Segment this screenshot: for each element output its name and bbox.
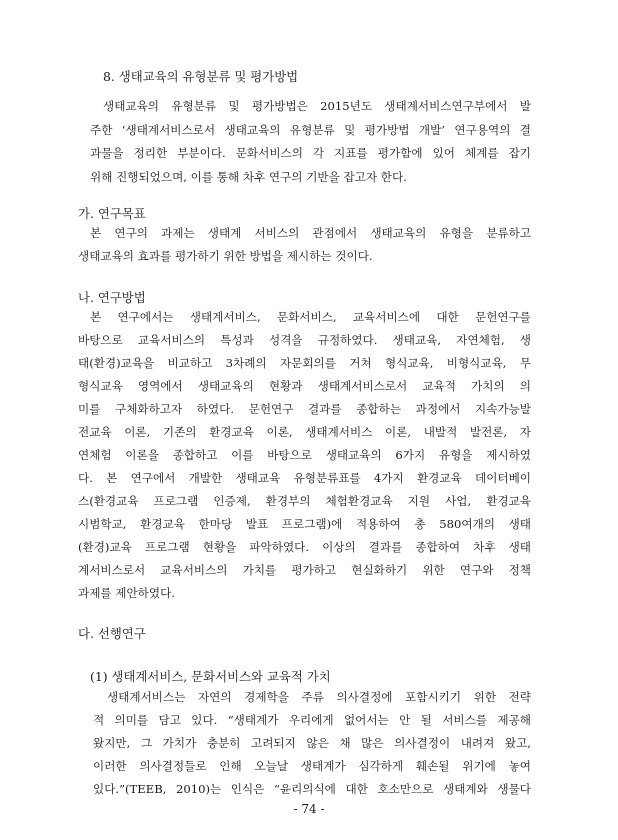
- paragraph-line: 생태교육의 효과를 평가하기 위한 방법을 제시하는 것이다.: [78, 249, 373, 263]
- paragraph-line: 주한 ‘생태계서비스로서 생태교육의 유형분류 및 평가방법 개발’ 연구용역의 결: [90, 123, 531, 137]
- paragraph-line: 연체험 이론을 종합하고 이를 바탕으로 생태교육의 6가지 유형을 제시하였: [78, 448, 531, 462]
- paragraph-line: 과물을 정리한 부분이다. 문화서비스의 각 지표를 평가함에 있어 체계를 잡기: [90, 146, 531, 160]
- paragraph-line: 생태계서비스는 자연의 경제학을 주류 의사결정에 포함시키기 위한 전략: [107, 690, 531, 704]
- paragraph-line: 있다.”(TEEB, 2010)는 인식은 “윤리의식에 대한 호소만으로 생태계와 생물다: [93, 782, 531, 796]
- paragraph-line: 미를 구체화하고자 하였다. 문헌연구 결과를 종합하는 과정에서 지속가능발: [78, 402, 531, 416]
- paragraph-line: 스(환경교육 프로그램 인증제, 환경부의 체험환경교육 지원 사업, 환경교육: [78, 494, 531, 508]
- page-number: - 74 -: [293, 802, 325, 816]
- paragraph-line: 적 의미를 담고 있다. “생태계가 우리에게 없어서는 안 될 서비스를 제공해: [93, 713, 531, 727]
- subsection-heading: 다. 선행연구: [78, 626, 146, 641]
- section-heading: 8. 생태교육의 유형분류 및 평가방법: [103, 69, 299, 84]
- paragraph-line: 바탕으로 교육서비스의 특성과 성격을 규정하였다. 생태교육, 자연체험, 생: [78, 333, 531, 347]
- subsection-heading: 가. 연구목표: [78, 206, 146, 221]
- subsection-heading: 나. 연구방법: [78, 290, 146, 305]
- paragraph-line: 태(환경)교육을 비교하고 3차례의 자문회의를 거쳐 형식교육, 비형식교육, 무: [78, 356, 531, 370]
- paragraph-line: 시범학교, 환경교육 한마당 발표 프로그램)에 적용하여 총 580여개의 생태: [78, 517, 531, 531]
- subsubsection-heading: (1) 생태계서비스, 문화서비스와 교육적 가치: [90, 669, 331, 684]
- paragraph-line: 왔지만, 그 가치가 충분히 고려되지 않은 채 많은 의사결정이 내려져 왔고,: [93, 736, 531, 750]
- paragraph-line: 본 연구에서는 생태계서비스, 문화서비스, 교육서비스에 대한 문헌연구를: [90, 310, 531, 324]
- paragraph-line: 계서비스로서 교육서비스의 가치를 평가하고 현실화하기 위한 연구와 정책: [78, 563, 531, 577]
- paragraph-line: 본 연구의 과제는 생태계 서비스의 관점에서 생태교육의 유형을 분류하고: [90, 226, 531, 240]
- paragraph-line: (환경)교육 프로그램 현황을 파악하였다. 이상의 결과를 종합하여 차후 생태: [78, 540, 531, 554]
- paragraph-line: 이러한 의사결정들로 인해 오늘날 생태계가 심각하게 훼손될 위기에 놓여: [93, 759, 531, 773]
- paragraph-line: 위해 진행되었으며, 이를 통해 차후 연구의 기반을 잡고자 한다.: [90, 170, 407, 184]
- paragraph-line: 다. 본 연구에서 개발한 생태교육 유형분류표를 4가지 환경교육 데이터베이: [78, 471, 531, 485]
- paragraph-line: 형식교육 영역에서 생태교육의 현황과 생태계서비스로서 교육적 가치의 의: [78, 379, 531, 393]
- paragraph-line: 전교육 이론, 기존의 환경교육 이론, 생태계서비스 이론, 내발적 발전론, 자: [78, 425, 531, 439]
- paragraph-line: 생태교육의 유형분류 및 평가방법은 2015년도 생태계서비스연구부에서 발: [103, 99, 531, 113]
- paragraph-line: 과제를 제안하였다.: [78, 586, 175, 600]
